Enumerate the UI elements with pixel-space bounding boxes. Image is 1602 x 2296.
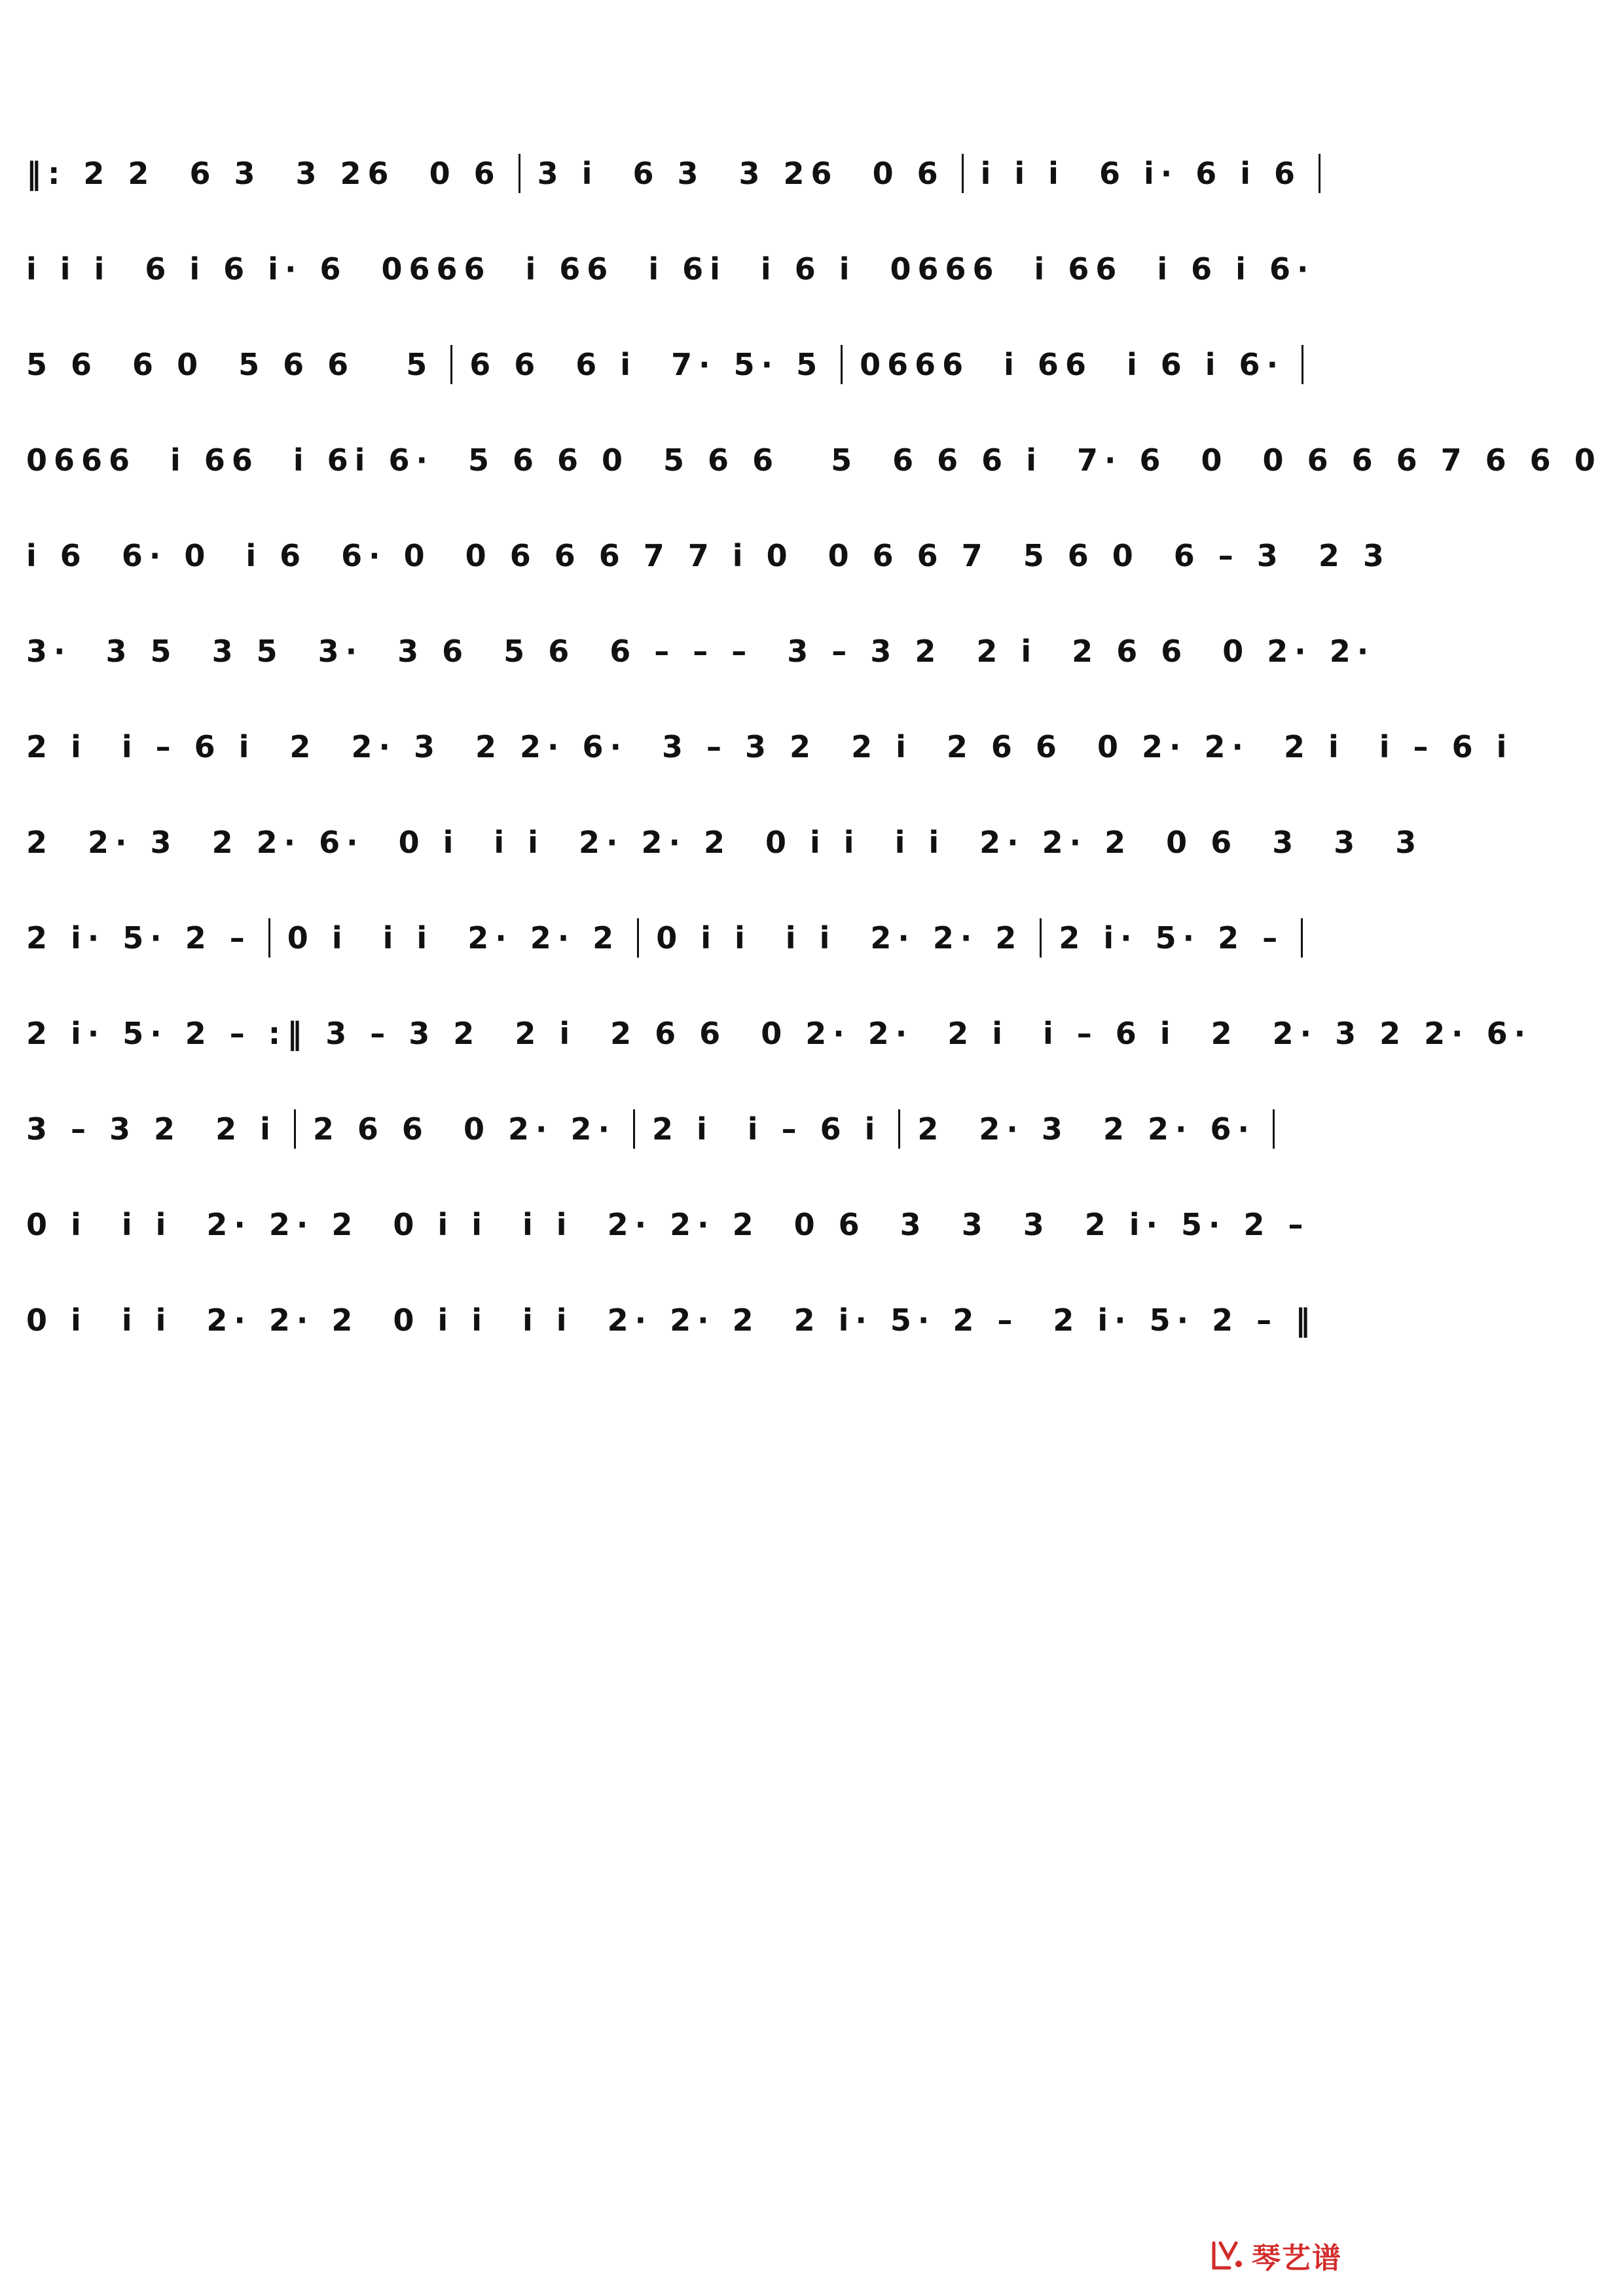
measure-notation: 3 i 6 3 3 26 0 6: [537, 156, 945, 191]
bar-line: [633, 1109, 635, 1149]
measure-notation: 0 6 3 3 3: [1166, 825, 1423, 860]
bar-line: [1301, 918, 1303, 958]
bar-line: [898, 1109, 900, 1149]
score-system: [26, 612, 1375, 691]
bar-line: [1273, 1109, 1275, 1149]
measure-notation: 0 i i i i 2· 2· 2: [656, 920, 1023, 956]
brand-logo: [1210, 2234, 1342, 2276]
measure-notation: 0666 i 66 i 6i i 6 i: [381, 251, 856, 287]
measure-notation: 0 i i i 2· 2· 2: [26, 1207, 359, 1242]
score-system: [26, 230, 1342, 308]
measure-notation: 2 i· 5· 2 –: [1084, 1207, 1310, 1242]
measure-notation: 0 i i i 2· 2· 2: [26, 1302, 359, 1338]
measure-notation: 2 i· 5· 2 –: [793, 1302, 1019, 1338]
measure-notation: 2 i· 5· 2 –: [1059, 920, 1284, 956]
measure-notation: 2 2· 3 2 2· 6·: [26, 825, 365, 860]
measure-notation: 3 – 3 2 2 i: [787, 634, 1038, 669]
measure-notation: 2 i i – 6 i: [26, 729, 256, 764]
measure-notation: 0666 i 66 i 6 i 6·: [890, 251, 1315, 287]
score-system: [26, 1281, 1342, 1359]
bar-line: [962, 154, 964, 193]
measure-notation: 6 – 3 2 3: [1173, 538, 1391, 573]
score-system: [26, 994, 1533, 1073]
measure-notation: i 6 6· 0 i 6 6· 0: [26, 538, 431, 573]
measure-notation: 2 i i – 6 i: [651, 1111, 882, 1147]
score-system: [26, 1090, 1342, 1168]
measure-notation: 2 i i – 6 i: [1283, 729, 1514, 764]
measure-notation: i i i 6 i 6 i· 6: [26, 251, 348, 287]
measure-notation: 0666 i 66 i 6i 6·: [26, 442, 434, 478]
measure-notation: 0 i i i i 2· 2· 2: [393, 1207, 760, 1242]
bar-line: [637, 918, 639, 958]
measure-notation: 0 i i i 2· 2· 2: [287, 920, 621, 956]
score-system: [26, 803, 1423, 882]
measure-notation: 5 6 6 0 5 6 6 5: [467, 442, 859, 478]
measure-notation: 0 6 6 6 7 7 i 0: [465, 538, 794, 573]
measure-notation: 0 6 6 7 5 6 0: [828, 538, 1140, 573]
piano-mark-icon: [1210, 2238, 1245, 2273]
measure-notation: 0 6 6 6 7 6 6 0: [1262, 442, 1602, 478]
bar-line: [1302, 345, 1303, 384]
score-system: [26, 325, 1342, 404]
measure-notation: 2 6 6 0 2· 2·: [1072, 634, 1375, 669]
measure-notation: i i i 6 i· 6 i 6: [980, 156, 1302, 191]
score-system: [26, 708, 1514, 786]
measure-notation: 2 i· 5· 2 – :‖ 3 – 3 2 2 i: [26, 1016, 577, 1051]
measure-notation: 2 i i – 6 i: [947, 1016, 1177, 1051]
measure-notation: 3 – 3 2 2 i: [26, 1111, 277, 1147]
measure-notation: 2 2· 3 2 2· 6·: [289, 729, 628, 764]
measure-notation: 2 i· 5· 2 – ‖: [1053, 1302, 1317, 1338]
bar-line: [1040, 918, 1042, 958]
bar-line: [841, 345, 843, 384]
measure-notation: 2 2· 3 2 2· 6·: [917, 1111, 1256, 1147]
measure-notation: 0 6 3 3 3: [793, 1207, 1051, 1242]
score-system: [26, 421, 1602, 499]
score-system: [26, 899, 1342, 977]
measure-notation: 0666 i 66 i 6 i 6·: [860, 347, 1285, 382]
bar-line: [519, 154, 520, 193]
measure-notation: 3· 3 5 3 5: [26, 634, 284, 669]
bar-line: [268, 918, 270, 958]
measure-notation: ‖: 2 2 6 3 3 26 0 6: [26, 156, 501, 191]
bar-line: [294, 1109, 296, 1149]
measure-notation: 2 6 6 0 2· 2·: [610, 1016, 914, 1051]
measure-notation: 6 6 6 i 7· 6 0: [892, 442, 1229, 478]
score-system: [26, 516, 1391, 595]
score-system: [26, 1185, 1342, 1264]
measure-notation: 2 i· 5· 2 –: [26, 920, 251, 956]
measure-notation: 3 – 3 2 2 i: [661, 729, 913, 764]
bar-line: [1319, 154, 1320, 193]
brand-logo-text: 琴艺谱: [1252, 2242, 1342, 2275]
measure-notation: 6 6 6 i 7· 5· 5: [469, 347, 824, 382]
measure-notation: 2 6 6 0 2· 2·: [312, 1111, 616, 1147]
measure-notation: 2 6 6 0 2· 2·: [946, 729, 1250, 764]
measure-notation: 0 i i i i 2· 2· 2: [765, 825, 1133, 860]
measure-notation: 0 i i i 2· 2· 2: [398, 825, 731, 860]
measure-notation: 5 6 6 0 5 6 6 5: [26, 347, 434, 382]
measure-notation: 3· 3 6 5 6: [318, 634, 576, 669]
measure-notation: 0 i i i i 2· 2· 2: [393, 1302, 760, 1338]
bar-line: [450, 345, 452, 384]
measure-notation: 6 – – –: [610, 634, 754, 669]
measure-notation: 2 2· 3 2 2· 6·: [1211, 1016, 1533, 1051]
score-system: [26, 134, 1342, 213]
